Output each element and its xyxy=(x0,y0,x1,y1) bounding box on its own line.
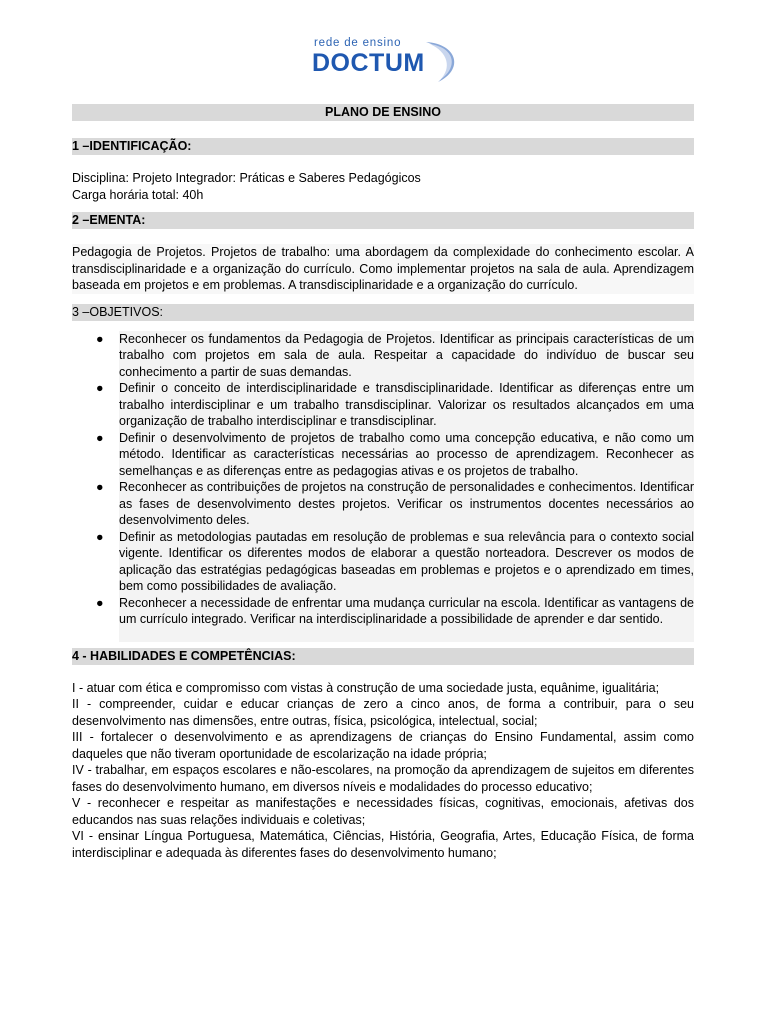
document-body xyxy=(72,104,694,861)
skill-item: V - reconhecer e respeitar as manifestações e necessidades físicas, cognitivas, emocionais, afetivas dos educandos nas suas relações individuais e coletivas; xyxy=(72,796,694,827)
bullet-icon: ● xyxy=(96,430,104,445)
bullet-icon: ● xyxy=(96,331,104,346)
logo-tagline: rede de ensino xyxy=(314,37,402,49)
bullet-icon: ● xyxy=(96,529,104,544)
list-item: ● Reconhecer as contribuições de projetos na construção de personalidades e conhecimentos. Identificar as fases de desenvolvimento destes projetos. Verificar os instrumentos docentes necessários ao desenvolvimento deles. xyxy=(96,480,694,527)
section-ementa-heading: 2 –EMENTA: xyxy=(72,212,694,229)
skills-list xyxy=(72,680,694,862)
bullet-icon: ● xyxy=(96,480,104,494)
bullet-icon: ● xyxy=(96,381,104,395)
list-item: ● Reconhecer a necessidade de enfrentar uma mudança curricular na escola. Identificar as vantagens de um currículo integrado. Verificar na interdisciplinaridade a possibilidade de aprender e dar sentido. xyxy=(96,595,694,626)
skill-item: IV - trabalhar, em espaços escolares e não-escolares, na promoção da aprendizagem de sujeitos em diferentes fases do desenvolvimento humano, em diversos níveis e modalidades do processo educativo; xyxy=(72,763,694,794)
skill-item: III - fortalecer o desenvolvimento e as aprendizagens de crianças do Ensino Fundamental, assim como daqueles que não tiveram oportunidade de escolarização na idade própria; xyxy=(72,730,694,761)
objectives-list xyxy=(72,331,694,628)
skill-item: VI - ensinar Língua Portuguesa, Matemática, Ciências, História, Geografia, Artes, Educação Física, de forma interdisciplinar e adequada às diferentes fases do desenvolvimento humano; xyxy=(72,829,694,860)
list-item: ● Definir o desenvolvimento de projetos de trabalho como uma concepção educativa, e não como um método. Identificar as características necessárias ao processo de aprendizagem. Reconhecer as semelhanças e as diferenças entre as pedagogias ativas e os projetos de trabalho. xyxy=(96,430,694,478)
list-item: ● Reconhecer os fundamentos da Pedagogia de Projetos. Identificar as principais características de um trabalho com projetos em sala de aula. Respeitar a capacidade do indivíduo de buscar seu conhecimento a partir de suas demandas. xyxy=(96,331,694,379)
list-item: ● Definir as metodologias pautadas em resolução de problemas e sua relevância para o contexto social vigente. Identificar os diferentes modos de elaborar a questão norteadora. Descrever os modos de aplicação das estratégias pedagógicas baseadas em problemas e projetos e o aprendizado em times, bem como possibilidades de avaliação. xyxy=(96,529,694,593)
workload-line: Carga horária total: 40h xyxy=(72,187,204,202)
section-habilidades-heading: 4 - HABILIDADES E COMPETÊNCIAS: xyxy=(72,648,694,665)
document-title: PLANO DE ENSINO xyxy=(72,104,694,121)
skill-item: II - compreender, cuidar e educar crianças de zero a cinco anos, de forma a contribuir, para o seu desenvolvimento nas dimensões, entre outras, física, psicológica, intelectual, social; xyxy=(72,697,694,728)
skill-item: I - atuar com ética e compromisso com vistas à construção de uma sociedade justa, equânime, igualitária; xyxy=(72,680,660,695)
logo-name: DOCTUM xyxy=(312,49,425,77)
bullet-icon: ● xyxy=(96,595,104,610)
section-identificacao-heading: 1 –IDENTIFICAÇÃO: xyxy=(72,138,694,155)
discipline-line: Disciplina: Projeto Integrador: Práticas e Saberes Pedagógicos xyxy=(72,171,421,185)
ementa-text: Pedagogia de Projetos. Projetos de trabalho: uma abordagem da complexidade do conhecimento escolar. A transdisciplinaridade e a organização do currículo. Como implementar projetos na sala de aula. Aprendizagem baseada em projetos e em problemas. A transdisciplinaridade e a organização do currículo. xyxy=(72,245,694,292)
list-item: ● Definir o conceito de interdisciplinaridade e transdisciplinaridade. Identificar as diferenças entre um trabalho interdisciplinar e um trabalho transdisciplinar. Valorizar os resultados alcançados em uma organização de trabalho interdisciplinar e transdisciplinar. xyxy=(96,381,694,428)
section-objetivos-heading: 3 –OBJETIVOS: xyxy=(72,304,694,321)
objectives-block xyxy=(72,331,694,642)
doctum-logo xyxy=(308,36,464,88)
